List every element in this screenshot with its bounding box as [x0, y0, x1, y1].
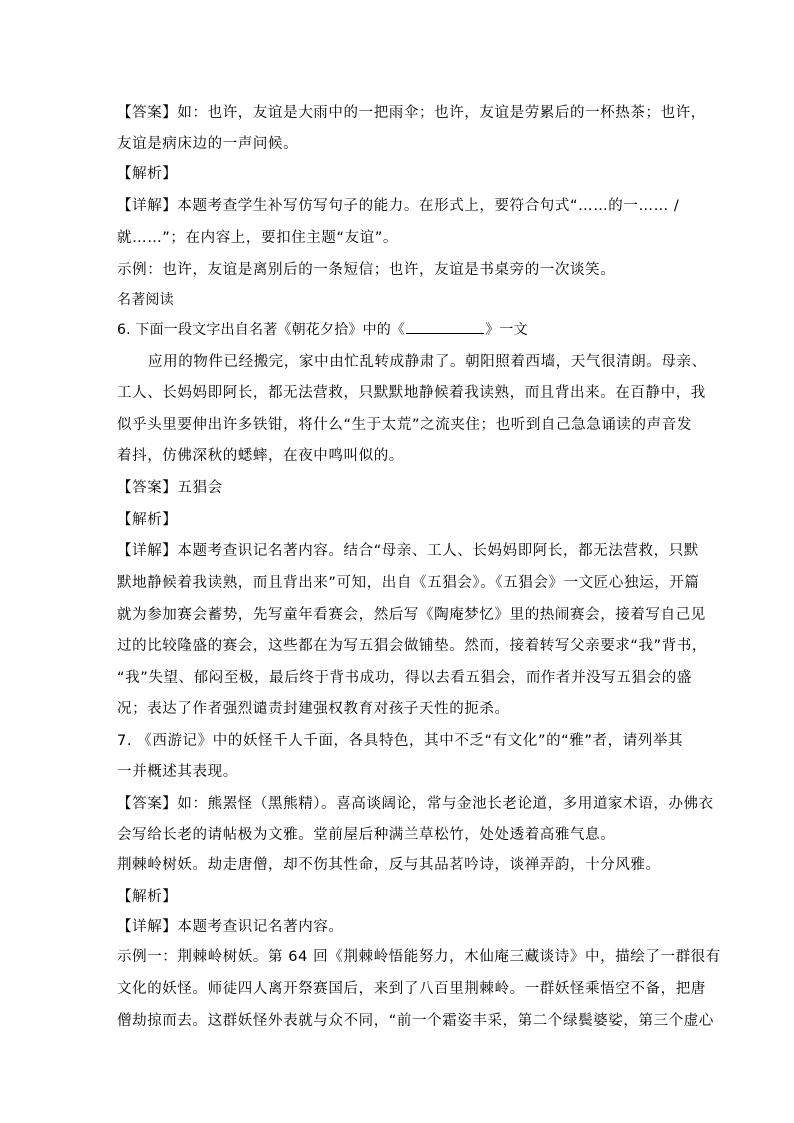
answer-line: 会写给长老的请帖极为文雅。堂前屋后种满兰草松竹，处处透着高雅气息。	[117, 827, 616, 843]
answer-line: 【答案】如：也许，友谊是大雨中的一把雨伞；也许，友谊是劳累后的一杯热茶；也许，	[117, 105, 706, 121]
answer-line: 荆棘岭树妖。劫走唐僧，却不伤其性命，反与其品茗吟诗，谈禅弄韵，十分风雅。	[117, 857, 661, 873]
answer-line: 【答案】如：熊罴怪（黑熊精）。喜高谈阔论，常与金池长老论道，多用道家术语，办佛衣	[117, 796, 714, 812]
question-6-prefix: 6. 下面一段文字出自名著《朝花夕拾》中的《	[117, 322, 406, 338]
question-6-suffix: 》一文	[485, 322, 528, 338]
passage-line: 应用的物件已经搬完，家中由忙乱转成静肃了。朝阳照着西墙，天气很清朗。母亲、	[148, 354, 707, 370]
passage-line: 工人、长妈妈即阿长，都无法营救，只默默地静候着我读熟，而且背出来。在百静中，我	[117, 385, 706, 401]
passage-line: 似乎头里要伸出许多铁钳，将什么“生于太荒”之流夹住；也听到自己急急诵读的声音发	[117, 417, 692, 433]
detail-line: 【详解】本题考查学生补写仿写句子的能力。在形式上，要符合句式“……的一…… /	[117, 198, 680, 214]
question-6	[117, 320, 528, 340]
detail-line: 况；表达了作者强烈谴责封建强权教育对孩子天性的扼杀。	[117, 701, 510, 717]
analysis-heading: 【解析】	[117, 889, 178, 905]
detail-line: 默地静候着我读熟，而且背出来”可知，出自《五猖会》。《五猖会》一文匠心独运，开篇	[117, 575, 700, 591]
detail-line: “我”失望、郁闷至极，最后终于背书成功，得以去看五猖会，而作者并没写五猖会的盛	[117, 670, 692, 686]
answer-line: 【答案】五猖会	[117, 480, 223, 496]
answer-blank	[406, 320, 484, 334]
analysis-heading: 【解析】	[117, 512, 178, 528]
detail-line: 就为参加赛会蓄势，先写童年看赛会，然后写《陶庵梦忆》里的热闹赛会，接着写自己见	[117, 607, 706, 623]
detail-line: 过的比较隆盛的赛会，这些都在为写五猖会做铺垫。然而，接着转写父亲要求“我”背书，	[117, 638, 708, 654]
detail-line: 【详解】本题考查识记名著内容。	[117, 919, 344, 935]
example-line: 示例一：荆棘岭树妖。第 64 回《荆棘岭悟能努力，木仙庵三藏谈诗》中，描绘了一群很有	[117, 949, 721, 965]
example-line: 文化的妖怪。师徒四人离开祭赛国后，来到了八百里荆棘岭。一群妖怪乘悟空不备，把唐	[117, 981, 706, 997]
question-7: 7. 《西游记》中的妖怪千人千面，各具特色，其中不乏“有文化”的“雅”者，请列举其	[117, 733, 684, 749]
detail-line: 【详解】本题考查识记名著内容。结合“母亲、工人、长妈妈即阿长，都无法营救，只默	[117, 543, 699, 559]
example-line: 示例：也许，友谊是离别后的一条短信；也许，友谊是书桌旁的一次谈笑。	[117, 262, 616, 278]
passage-line: 着抖，仿佛深秋的蟋蟀，在夜中鸣叫似的。	[117, 448, 404, 464]
answer-line: 友谊是病床边的一声问候。	[117, 136, 299, 152]
detail-line: 就……”；在内容上，要扣住主题“友谊”。	[117, 230, 399, 246]
analysis-heading: 【解析】	[117, 166, 178, 182]
example-line: 僧劫掠而去。这群妖怪外表就与众不同，“前一个霜姿丰采，第二个绿鬓婆娑，第三个虚心	[117, 1013, 715, 1029]
section-heading: 名著阅读	[117, 292, 174, 308]
question-7: 一并概述其表现。	[117, 764, 238, 780]
